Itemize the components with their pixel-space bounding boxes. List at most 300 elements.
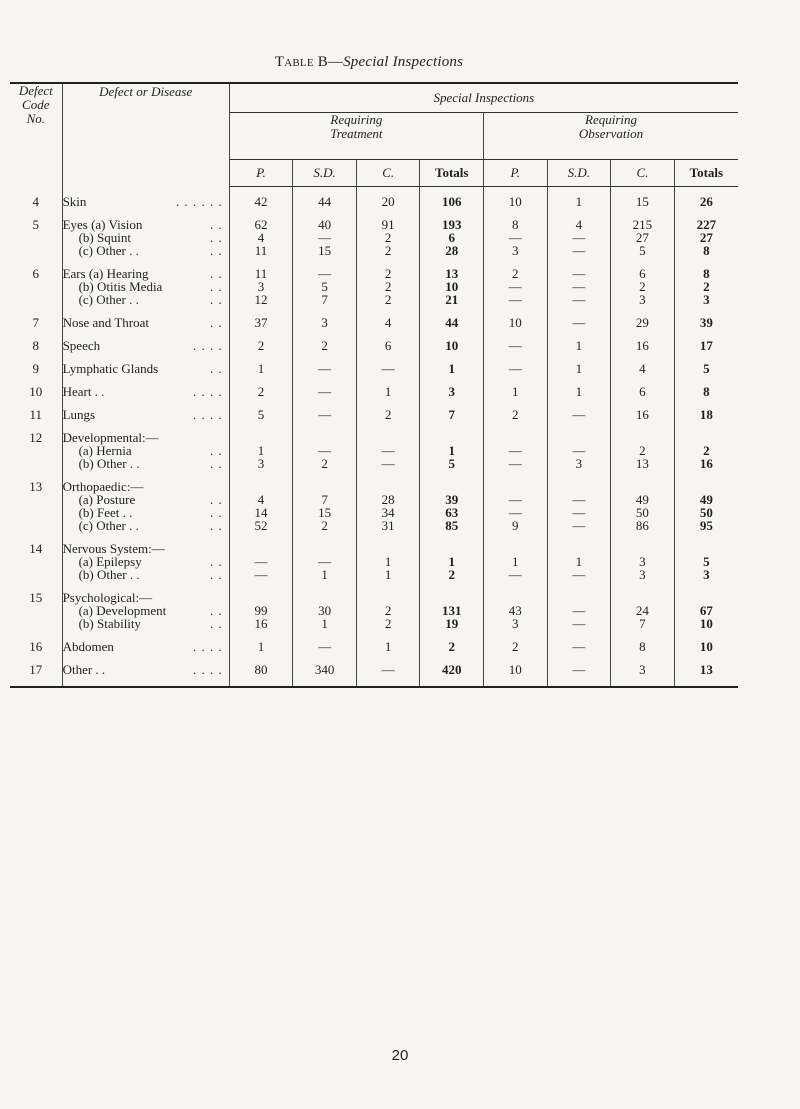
defect-label: (c) Other . . xyxy=(78,243,139,258)
value-cell: 1 xyxy=(484,555,548,568)
value-cell: 31 xyxy=(356,519,420,532)
value-cell: — xyxy=(484,362,548,375)
value-cell: — xyxy=(547,568,611,581)
leader-dots: . . . . xyxy=(193,384,223,399)
table-row xyxy=(10,568,738,581)
value-cell: 1 xyxy=(547,555,611,568)
value-cell: 3 xyxy=(420,385,484,398)
value-cell: 10 xyxy=(420,280,484,293)
value-cell: 1 xyxy=(356,568,420,581)
special-inspections-table xyxy=(10,82,738,688)
defect-label: (c) Other . . xyxy=(78,292,139,307)
value-cell: — xyxy=(547,244,611,257)
value-cell: 6 xyxy=(420,231,484,244)
value-cell: 6 xyxy=(611,385,675,398)
value-cell: — xyxy=(229,555,293,568)
defect-label: (c) Other . . xyxy=(78,518,139,533)
value-cell: 1 xyxy=(420,362,484,375)
header-observation-p: P. xyxy=(484,160,548,187)
defect-code: 14 xyxy=(10,542,62,555)
value-cell: 5 xyxy=(293,280,357,293)
defect-label: Nose and Throat xyxy=(62,315,149,330)
defect-code xyxy=(10,244,62,257)
defect-code xyxy=(10,568,62,581)
value-cell: 17 xyxy=(699,338,713,353)
value-cell: — xyxy=(484,568,548,581)
value-cell: 2 xyxy=(356,231,420,244)
value-cell: 85 xyxy=(420,519,484,532)
value-cell: 52 xyxy=(229,519,293,532)
defect-code xyxy=(10,555,62,568)
value-cell: 12 xyxy=(229,293,293,306)
value-cell: — xyxy=(547,444,611,457)
header-code-line-3: No. xyxy=(26,111,45,126)
value-cell: 15 xyxy=(293,506,357,519)
value-cell: — xyxy=(293,362,357,375)
table-body xyxy=(10,187,738,688)
header-observation-line-1: Requiring xyxy=(585,112,637,127)
value-cell: 2 xyxy=(703,443,710,458)
value-cell: 7 xyxy=(420,408,484,421)
value-cell: 8 xyxy=(703,384,710,399)
value-cell: 14 xyxy=(229,506,293,519)
value-cell: 1 xyxy=(547,195,611,208)
value-cell: 3 xyxy=(703,292,710,307)
leader-dots: . . xyxy=(210,616,223,631)
value-cell: 1 xyxy=(420,555,484,568)
defect-code xyxy=(10,617,62,630)
value-cell: 49 xyxy=(699,492,713,507)
header-treatment-line-1: Requiring xyxy=(330,112,383,127)
defect-name xyxy=(62,362,229,375)
value-cell: 29 xyxy=(611,316,675,329)
value-cell: 193 xyxy=(420,218,484,231)
header-observation-c: C. xyxy=(611,160,675,187)
value-cell: 37 xyxy=(229,316,293,329)
value-cell: 3 xyxy=(547,457,611,470)
value-cell: — xyxy=(547,604,611,617)
leader-dots: . . xyxy=(210,567,223,582)
defect-code: 6 xyxy=(10,267,62,280)
value-cell: — xyxy=(547,408,611,421)
value-cell: 2 xyxy=(703,279,710,294)
defect-label: (b) Stability xyxy=(78,616,142,631)
value-cell: 6 xyxy=(611,267,675,280)
defect-label: (b) Other . . xyxy=(78,567,140,582)
header-treatment-totals: Totals xyxy=(420,160,484,187)
value-cell: 2 xyxy=(484,267,548,280)
value-cell: 2 xyxy=(611,444,675,457)
defect-label: Skin xyxy=(62,194,87,209)
value-cell: 2 xyxy=(356,604,420,617)
defect-name xyxy=(62,385,229,398)
value-cell: 106 xyxy=(420,195,484,208)
value-cell: 49 xyxy=(611,493,675,506)
value-cell: 80 xyxy=(229,663,293,676)
defect-label: Nervous System:— xyxy=(62,541,165,556)
defect-label: Lungs xyxy=(62,407,96,422)
value-cell: — xyxy=(484,493,548,506)
table-row xyxy=(10,408,738,421)
leader-dots: . . . . xyxy=(193,662,223,677)
value-cell: 7 xyxy=(611,617,675,630)
defect-code: 9 xyxy=(10,362,62,375)
defect-name xyxy=(62,408,229,421)
value-cell: 1 xyxy=(293,568,357,581)
value-cell: — xyxy=(484,506,548,519)
value-cell: 21 xyxy=(420,293,484,306)
value-cell: — xyxy=(484,457,548,470)
value-cell: 1 xyxy=(547,362,611,375)
leader-dots: . . . . . . xyxy=(176,194,223,209)
defect-name xyxy=(62,457,229,470)
value-cell: 24 xyxy=(611,604,675,617)
header-requiring-observation xyxy=(484,113,738,160)
value-cell: — xyxy=(293,231,357,244)
value-cell: 3 xyxy=(703,567,710,582)
value-cell: 2 xyxy=(356,267,420,280)
value-cell: — xyxy=(547,267,611,280)
value-cell: 1 xyxy=(229,640,293,653)
value-cell: 1 xyxy=(356,385,420,398)
defect-name xyxy=(62,640,229,653)
leader-dots: . . xyxy=(210,217,223,232)
value-cell: 16 xyxy=(611,339,675,352)
value-cell: 2 xyxy=(611,280,675,293)
value-cell: 8 xyxy=(611,640,675,653)
defect-code: 5 xyxy=(10,218,62,231)
defect-name xyxy=(62,244,229,257)
value-cell: — xyxy=(293,267,357,280)
value-cell: 3 xyxy=(229,457,293,470)
value-cell: 2 xyxy=(420,568,484,581)
value-cell: 3 xyxy=(293,316,357,329)
leader-dots: . . xyxy=(210,518,223,533)
defect-name xyxy=(62,568,229,581)
value-cell: 215 xyxy=(611,218,675,231)
value-cell: 2 xyxy=(356,408,420,421)
defect-label: Psychological:— xyxy=(62,590,153,605)
value-cell: 16 xyxy=(611,408,675,421)
defect-label: Orthopaedic:— xyxy=(62,479,144,494)
value-cell: 15 xyxy=(611,195,675,208)
defect-name xyxy=(62,519,229,532)
value-cell: — xyxy=(484,280,548,293)
value-cell: 3 xyxy=(484,617,548,630)
defect-label: Ears (a) Hearing xyxy=(62,266,149,281)
header-special-inspections: Special Inspections xyxy=(229,83,738,113)
value-cell: 1 xyxy=(547,385,611,398)
value-cell: — xyxy=(547,663,611,676)
defect-code xyxy=(10,506,62,519)
value-cell: 2 xyxy=(229,385,293,398)
value-cell: 4 xyxy=(547,218,611,231)
defect-code xyxy=(10,231,62,244)
header-observation-sd: S.D. xyxy=(547,160,611,187)
table-label: Table B xyxy=(274,54,328,70)
defect-code: 7 xyxy=(10,316,62,329)
value-cell: 5 xyxy=(229,408,293,421)
leader-dots: . . . . xyxy=(193,338,223,353)
defect-name xyxy=(62,617,229,630)
value-cell: 2 xyxy=(356,617,420,630)
leader-dots: . . xyxy=(210,279,223,294)
header-observation-totals: Totals xyxy=(674,160,738,187)
value-cell: 420 xyxy=(420,663,484,676)
table-row xyxy=(10,195,738,208)
value-cell: 340 xyxy=(293,663,357,676)
value-cell: — xyxy=(547,316,611,329)
value-cell: — xyxy=(356,444,420,457)
value-cell: — xyxy=(356,663,420,676)
defect-label: Lymphatic Glands xyxy=(62,361,159,376)
table-row xyxy=(10,663,738,676)
value-cell: 91 xyxy=(356,218,420,231)
value-cell: 4 xyxy=(229,493,293,506)
value-cell: 40 xyxy=(293,218,357,231)
value-cell: — xyxy=(484,293,548,306)
value-cell: 3 xyxy=(229,280,293,293)
table-row xyxy=(10,385,738,398)
value-cell: 2 xyxy=(356,293,420,306)
value-cell: 2 xyxy=(229,339,293,352)
table-row xyxy=(10,244,738,257)
table-row xyxy=(10,457,738,470)
value-cell: — xyxy=(293,555,357,568)
leader-dots: . . xyxy=(210,361,223,376)
value-cell: 27 xyxy=(699,230,713,245)
header-code-line-2: Code xyxy=(22,97,50,112)
value-cell: 42 xyxy=(229,195,293,208)
value-cell: 4 xyxy=(229,231,293,244)
value-cell: — xyxy=(293,408,357,421)
table-row xyxy=(10,293,738,306)
page-number: 20 xyxy=(391,1047,409,1064)
value-cell: 6 xyxy=(356,339,420,352)
leader-dots: . . xyxy=(210,292,223,307)
value-cell: 1 xyxy=(229,362,293,375)
table-subtitle: Special Inspections xyxy=(343,54,464,70)
defect-code: 12 xyxy=(10,431,62,444)
leader-dots: . . xyxy=(210,554,223,569)
table-row xyxy=(10,339,738,352)
value-cell: 2 xyxy=(293,519,357,532)
header-defect-code xyxy=(10,83,62,187)
value-cell: 4 xyxy=(611,362,675,375)
value-cell: — xyxy=(547,519,611,532)
value-cell: 3 xyxy=(484,244,548,257)
header-code-line-1: Defect xyxy=(18,83,53,98)
leader-dots: . . xyxy=(210,505,223,520)
value-cell: 1 xyxy=(293,617,357,630)
value-cell: 27 xyxy=(611,231,675,244)
value-cell: 9 xyxy=(484,519,548,532)
value-cell: 28 xyxy=(420,244,484,257)
value-cell: — xyxy=(547,293,611,306)
leader-dots: . . xyxy=(210,492,223,507)
value-cell: 3 xyxy=(611,293,675,306)
defect-code: 11 xyxy=(10,408,62,421)
value-cell: — xyxy=(484,231,548,244)
value-cell: — xyxy=(356,457,420,470)
defect-code: 10 xyxy=(10,385,62,398)
defect-label: (b) Otitis Media xyxy=(78,279,163,294)
value-cell: 13 xyxy=(611,457,675,470)
header-treatment-c: C. xyxy=(356,160,420,187)
value-cell: 19 xyxy=(420,617,484,630)
value-cell: 10 xyxy=(699,616,713,631)
value-cell: 2 xyxy=(356,280,420,293)
header-observation-line-2: Observation xyxy=(578,126,644,141)
value-cell: 5 xyxy=(703,361,710,376)
value-cell: 7 xyxy=(293,493,357,506)
value-cell: 67 xyxy=(699,603,713,618)
value-cell: 8 xyxy=(703,243,710,258)
header-requiring-treatment xyxy=(229,113,483,160)
value-cell: — xyxy=(547,231,611,244)
defect-name xyxy=(62,195,229,208)
value-cell: 44 xyxy=(293,195,357,208)
defect-label: Speech xyxy=(62,338,101,353)
table-row xyxy=(10,519,738,532)
defect-label: (b) Feet . . xyxy=(78,505,133,520)
value-cell: — xyxy=(293,385,357,398)
leader-dots: . . xyxy=(210,243,223,258)
defect-code: 15 xyxy=(10,591,62,604)
defect-label: (b) Other . . xyxy=(78,456,140,471)
defect-label: (a) Posture xyxy=(78,492,136,507)
value-cell: — xyxy=(547,617,611,630)
value-cell: 5 xyxy=(611,244,675,257)
value-cell: — xyxy=(547,506,611,519)
page-title xyxy=(0,54,738,71)
value-cell: 1 xyxy=(547,339,611,352)
value-cell: 62 xyxy=(229,218,293,231)
value-cell: 2 xyxy=(293,457,357,470)
value-cell: 1 xyxy=(229,444,293,457)
value-cell: 227 xyxy=(696,217,717,232)
defect-code xyxy=(10,280,62,293)
value-cell: 2 xyxy=(420,640,484,653)
value-cell: 50 xyxy=(611,506,675,519)
value-cell: 18 xyxy=(699,407,713,422)
value-cell: 3 xyxy=(611,568,675,581)
defect-code xyxy=(10,604,62,617)
value-cell: 10 xyxy=(484,195,548,208)
defect-label: Abdomen xyxy=(62,639,114,654)
value-cell: 20 xyxy=(356,195,420,208)
value-cell: — xyxy=(484,444,548,457)
value-cell: — xyxy=(547,493,611,506)
value-cell: 8 xyxy=(484,218,548,231)
value-cell: 1 xyxy=(356,640,420,653)
value-cell: 2 xyxy=(484,408,548,421)
value-cell: — xyxy=(356,362,420,375)
value-cell: 11 xyxy=(229,244,293,257)
defect-name xyxy=(62,339,229,352)
value-cell: 13 xyxy=(420,267,484,280)
value-cell: — xyxy=(293,640,357,653)
defect-code xyxy=(10,493,62,506)
leader-dots: . . xyxy=(210,456,223,471)
defect-name xyxy=(62,316,229,329)
defect-label: Developmental:— xyxy=(62,430,159,445)
defect-label: (a) Epilepsy xyxy=(78,554,142,569)
defect-code: 4 xyxy=(10,195,62,208)
leader-dots: . . . . xyxy=(193,639,223,654)
value-cell: 26 xyxy=(699,194,713,209)
title-dash: — xyxy=(327,54,344,70)
defect-label: (b) Squint xyxy=(78,230,131,245)
leader-dots: . . xyxy=(210,603,223,618)
value-cell: 5 xyxy=(420,457,484,470)
defect-label: Eyes (a) Vision xyxy=(62,217,143,232)
value-cell: — xyxy=(484,339,548,352)
value-cell: — xyxy=(293,444,357,457)
value-cell: 11 xyxy=(229,267,293,280)
value-cell: 99 xyxy=(229,604,293,617)
value-cell: 10 xyxy=(699,639,713,654)
value-cell: 1 xyxy=(484,385,548,398)
defect-code xyxy=(10,457,62,470)
value-cell: 30 xyxy=(293,604,357,617)
value-cell: 34 xyxy=(356,506,420,519)
leader-dots: . . xyxy=(210,230,223,245)
defect-code: 8 xyxy=(10,339,62,352)
value-cell: 39 xyxy=(699,315,713,330)
value-cell: 1 xyxy=(356,555,420,568)
table-row xyxy=(10,316,738,329)
value-cell: 7 xyxy=(293,293,357,306)
defect-code: 16 xyxy=(10,640,62,653)
value-cell: — xyxy=(547,280,611,293)
value-cell: 16 xyxy=(229,617,293,630)
defect-label: (a) Hernia xyxy=(78,443,132,458)
leader-dots: . . xyxy=(210,443,223,458)
table-row xyxy=(10,640,738,653)
leader-dots: . . xyxy=(210,266,223,281)
value-cell: 43 xyxy=(484,604,548,617)
value-cell: 8 xyxy=(703,266,710,281)
defect-label: Other . . xyxy=(62,662,106,677)
value-cell: 2 xyxy=(293,339,357,352)
header-defect-or-disease: Defect or Disease xyxy=(62,83,229,187)
value-cell: 95 xyxy=(699,518,713,533)
defect-label: (a) Development xyxy=(78,603,167,618)
value-cell: 3 xyxy=(611,555,675,568)
value-cell: 28 xyxy=(356,493,420,506)
defect-code: 13 xyxy=(10,480,62,493)
defect-code xyxy=(10,519,62,532)
value-cell: 5 xyxy=(703,554,710,569)
value-cell: 4 xyxy=(356,316,420,329)
value-cell: 2 xyxy=(484,640,548,653)
value-cell: 44 xyxy=(420,316,484,329)
leader-dots: . . . . xyxy=(193,407,223,422)
value-cell: 15 xyxy=(293,244,357,257)
value-cell: 1 xyxy=(420,444,484,457)
defect-name xyxy=(62,293,229,306)
table-row xyxy=(10,362,738,375)
value-cell: 10 xyxy=(420,339,484,352)
value-cell: 2 xyxy=(356,244,420,257)
defect-code xyxy=(10,293,62,306)
header-treatment-line-2: Treatment xyxy=(330,126,383,141)
value-cell: 10 xyxy=(484,663,548,676)
header-treatment-sd: S.D. xyxy=(293,160,357,187)
value-cell: — xyxy=(547,640,611,653)
table-row xyxy=(10,617,738,630)
